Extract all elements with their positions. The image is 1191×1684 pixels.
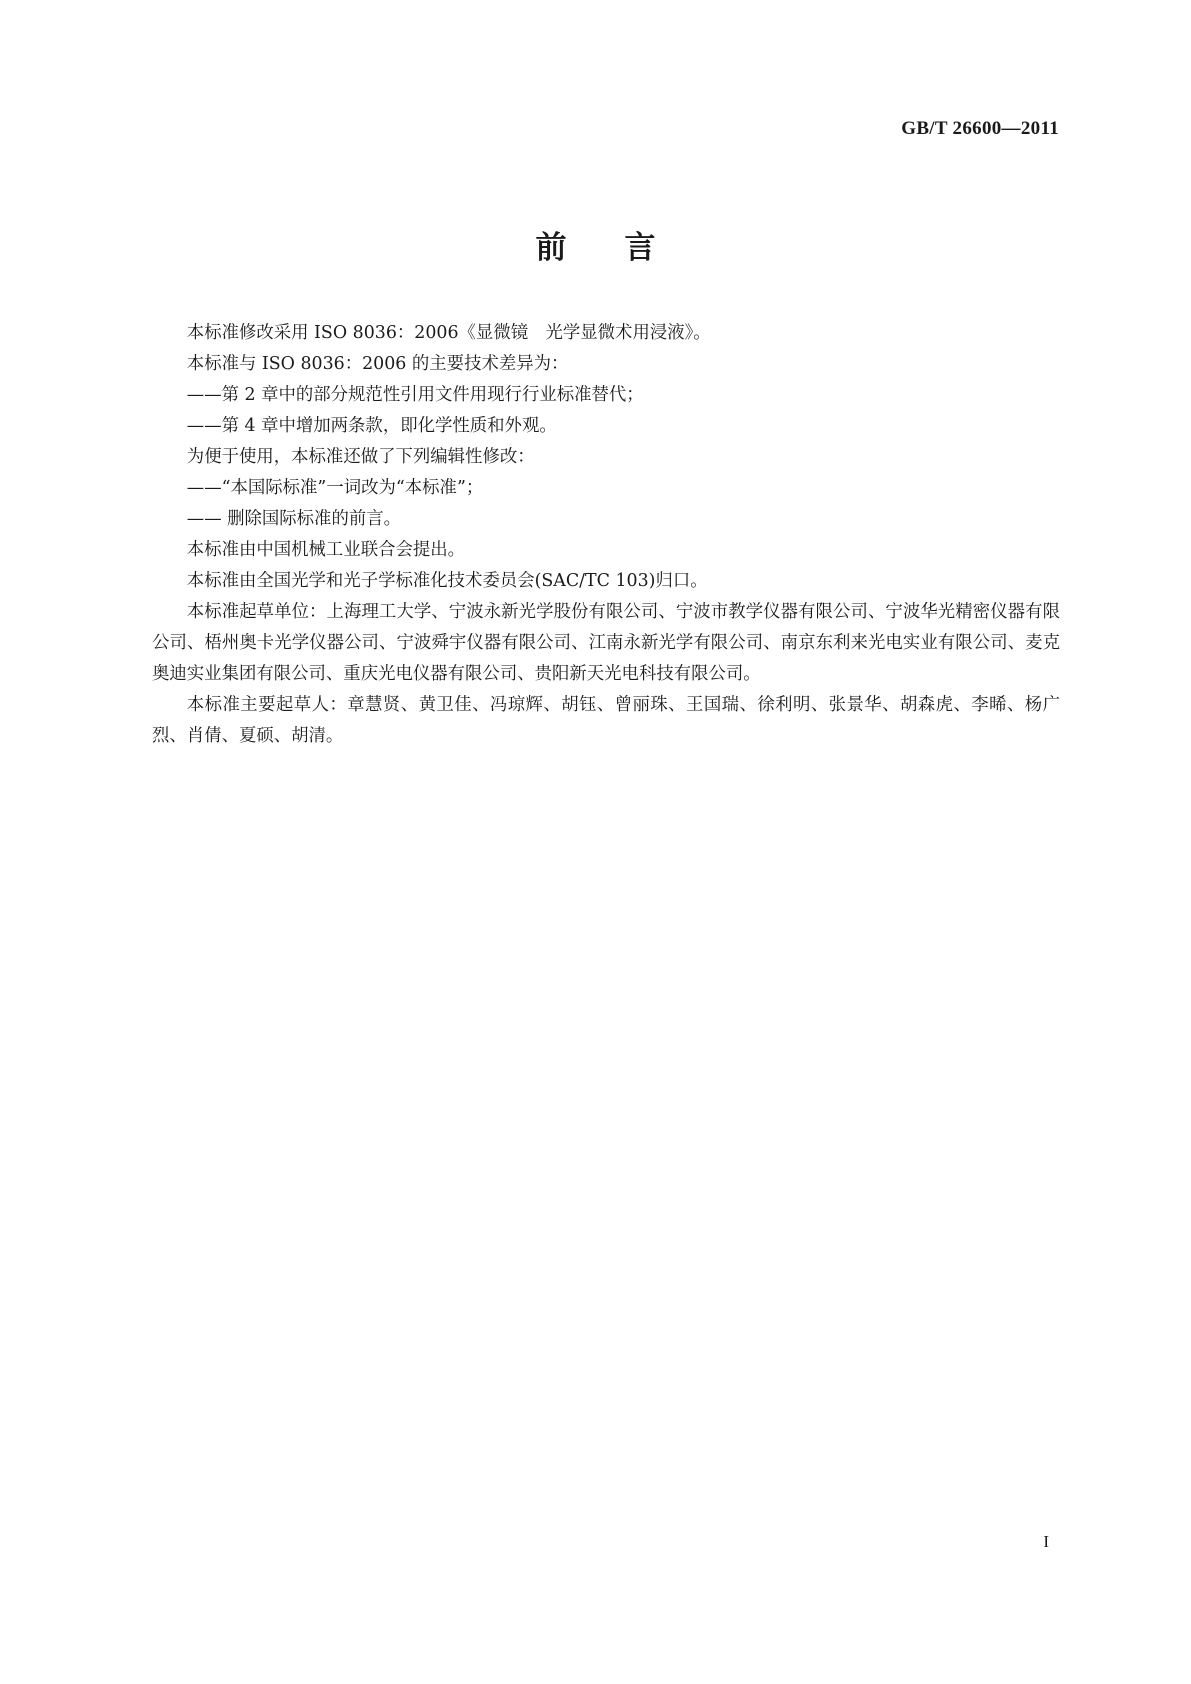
page-title bbox=[0, 222, 1191, 267]
paragraph-adoption: 本标准修改采用 ISO 8036：2006《显微镜 光学显微术用浸液》。 bbox=[186, 323, 711, 343]
paragraph-editorial-intro: 为便于使用，本标准还做了下列编辑性修改： bbox=[186, 447, 535, 467]
paragraph-drafters: 本标准主要起草人：章慧贤、黄卫佳、冯琼辉、胡钰、曾丽珠、王国瑞、徐利明、张景华、胡森虎、李晞、杨广烈、肖倩、夏硕、胡清。 bbox=[152, 695, 1060, 746]
paragraph-editorial-2: —— 删除国际标准的前言。 bbox=[186, 509, 402, 529]
paragraph-difference-1: ——第 2 章中的部分规范性引用文件用现行行业标准替代； bbox=[186, 385, 644, 405]
title-char-1: 前 bbox=[535, 230, 567, 266]
paragraph-drafting-units: 本标准起草单位：上海理工大学、宁波永新光学股份有限公司、宁波市教学仪器有限公司、宁波华光精密仪器有限公司、梧州奥卡光学仪器公司、宁波舜宇仪器有限公司、江南永新光学有限公司、南京东利来光电实业有限公司、麦克奥迪实业集团有限公司、重庆光电仪器有限公司、贵阳新天光电科技有限公司。 bbox=[152, 602, 1060, 684]
paragraph-proposer: 本标准由中国机械工业联合会提出。 bbox=[186, 540, 466, 560]
title-char-2: 言 bbox=[624, 230, 656, 266]
paragraph-difference-2: ——第 4 章中增加两条款，即化学性质和外观。 bbox=[186, 416, 557, 436]
paragraph-editorial-1: ——“本国际标准”一词改为“本标准”； bbox=[186, 478, 484, 498]
standard-code: GB/T 26600—2011 bbox=[901, 118, 1059, 139]
foreword-body bbox=[152, 318, 1060, 752]
paragraph-differences-intro: 本标准与 ISO 8036：2006 的主要技术差异为： bbox=[186, 354, 569, 374]
paragraph-committee: 本标准由全国光学和光子学标准化技术委员会(SAC/TC 103)归口。 bbox=[186, 571, 708, 591]
page-number: I bbox=[1043, 1532, 1049, 1551]
